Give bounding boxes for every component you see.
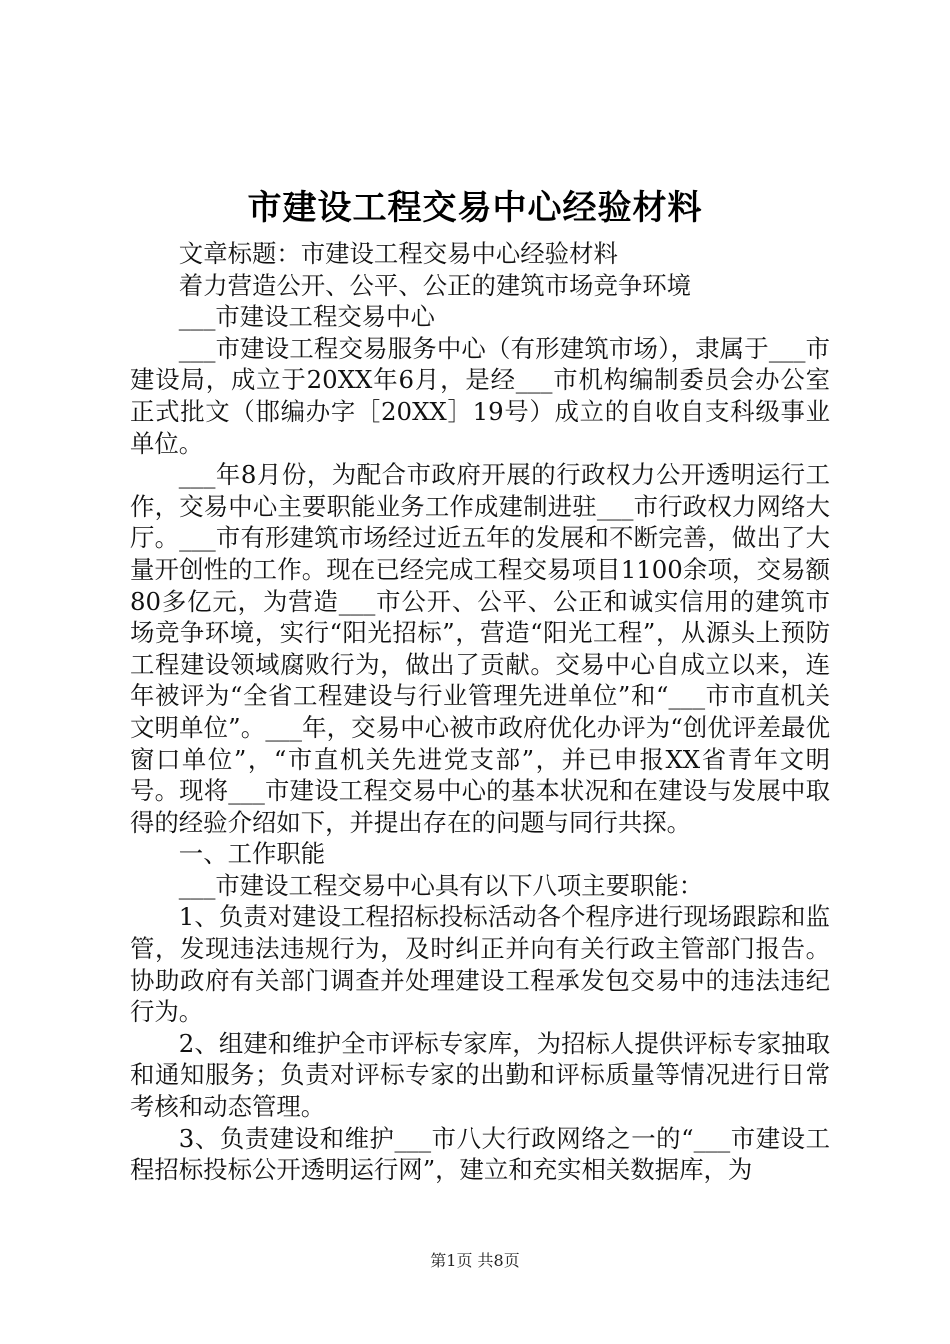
paragraph: 文章标题：市建设工程交易中心经验材料 xyxy=(178,239,618,268)
page-footer: 第1页 共8页 xyxy=(430,1251,520,1270)
list-item: 3、负责建设和维护___市八大行政网络之一的“___市建设工程招标投标公开透明运行网”，建立和充实相关数据库，为 xyxy=(130,1123,830,1185)
list-item: 2、组建和维护全市评标专家库，为招标人提供评标专家抽取和通知服务；负责对评标专家的出勤和评标质量等情况进行日常考核和动态管理。 xyxy=(130,1028,830,1122)
paragraph: ___年8月份，为配合市政府开展的行政权力公开透明运行工作，交易中心主要职能业务工作成建制进驻___市行政权力网络大厅。___市有形建筑市场经过近五年的发展和不断完善，做出了大量开创性的工作。现在已经完成工程交易项目1100余项，交易额80多亿元，为营造___市公开、公平、公正和诚实信用的建筑市场竞争环境，实行“阳光招标”，营造“阳光工程”，从源头上预防工程建设领域腐败行为，做出了贡献。交易中心自成立以来，连年被评为“全省工程建设与行业管理先进单位”和“___市市直机关文明单位”。___年，交易中心被市政府优化办评为“创优评差最优窗口单位”，“市直机关先进党支部”，并已申报XX省青年文明号。现将___市建设工程交易中心的基本状况和在建设与发展中取得的经验介绍如下，并提出存在的问题与同行共探。 xyxy=(130,460,830,837)
paragraph: ___市建设工程交易中心具有以下八项主要职能： xyxy=(178,870,704,900)
paragraph: ___市建设工程交易中心 xyxy=(178,302,435,332)
list-item: 1、负责对建设工程招标投标活动各个程序进行现场跟踪和监管，发现违法违规行为，及时纠正并向有关行政主管部门报告。协助政府有关部门调查并处理建设工程承发包交易中的违法违纪行为。 xyxy=(130,902,830,1027)
document-body xyxy=(130,238,830,1186)
paragraph: 着力营造公开、公平、公正的建筑市场竞争环境 xyxy=(178,270,692,300)
paragraph: ___市建设工程交易服务中心（有形建筑市场），隶属于___市建设局，成立于20XX年6月，是经___市机构编制委员会办公室正式批文（邯编办字［20XX］19号）成立的自收自支科级事业单位。 xyxy=(130,333,830,458)
document-title: 市建设工程交易中心经验材料 xyxy=(247,188,703,228)
section-heading: 一、工作职能 xyxy=(178,839,326,869)
